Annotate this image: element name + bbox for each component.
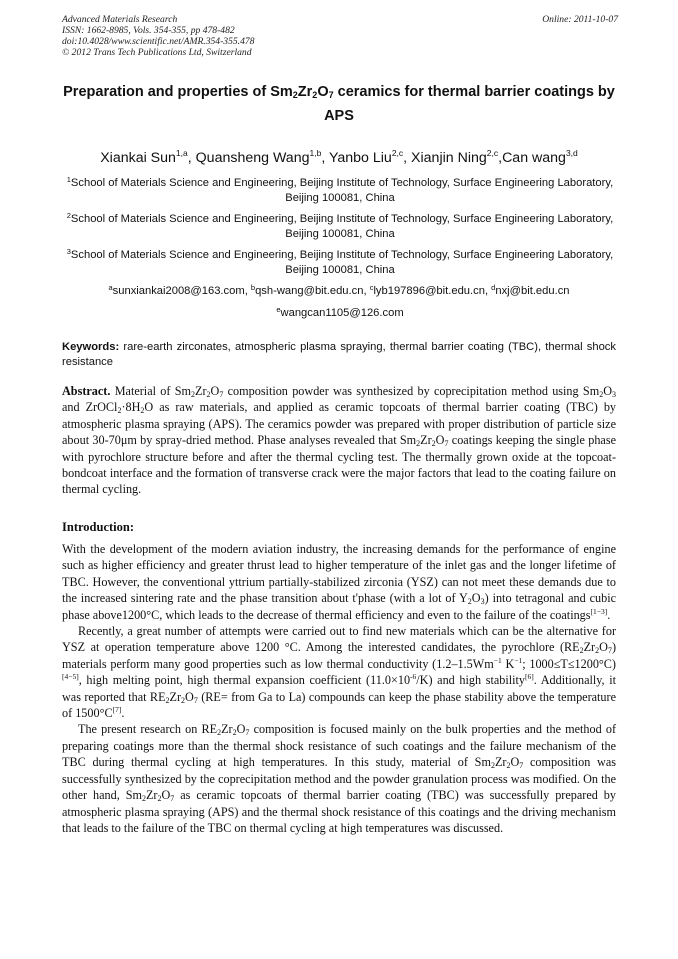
- author-name: Quansheng Wang: [195, 150, 310, 166]
- citation: [6]: [524, 672, 534, 682]
- citation: [7]: [112, 705, 122, 715]
- paper-title: Preparation and properties of $Sm_2Zr_2O_7$ ceramics for thermal barrier coatings by APS: [63, 84, 615, 124]
- email-line-2: $^e$wangcan1105@126.com: [276, 305, 404, 319]
- issn-line: ISSN: 1662-8985, Vols. 354-355, pp 478-482: [62, 25, 235, 36]
- keywords: [62, 340, 616, 370]
- citation: [1−3]: [590, 606, 608, 616]
- affiliation-3: $^3$School of Materials Science and Engineering, Beijing Institute of Technology, Surface Engineering Laboratory, Beijing 100081, China: [66, 247, 614, 276]
- introduction-heading: Introduction:: [62, 520, 135, 534]
- affiliation-1: $^1$School of Materials Science and Engineering, Beijing Institute of Technology, Surface Engineering Laboratory, Beijing 100081, China: [66, 175, 614, 204]
- abstract: Abstract. Material of $Sm_2Zr_2O_7$ composition powder was synthesized by coprecipitation method using $Sm_2O_3$ and $ZrOCl_2\cdot 8H_2O$ as raw materials, and applied as ceramic topcoats of thermal barrier coating (TBC) by atmospheric plasma spraying (APS). The ceramics powder was prepared with proper distribution of particle size about 30-70μm by spray-dried method. Phase analyses revealed that $Sm_2Zr_2O_7$ coatings keeping the single phase with pyrochlore structure before and after the thermal cycling test. The thermally grown oxide at the topcoat-bondcoat interface and the formation of transverse crack were the major factors that lead to the coating failure on thermal cycling.: [62, 384, 617, 497]
- paragraph-3: The present research on $RE_2Zr_2O_7$ composition is focused mainly on the bulk properties and the method of preparing coatings more than the thermal shock resistance of such coatings and the failure mechanism of the TBC during thermal cycling at high temperatures. In this study, material of $Sm_2Zr_2O_7$ composition was successfully synthesized by the coprecipitation method and the powder granulation process was modified. On the other hand, $Sm_2Zr_2O_7$ as ceramic topcoats of thermal barrier coating (TBC) was successfully prepared by atmospheric plasma spraying (APS) and the thermal shock resistance of this coatings and the driving mechanism that leads to the failure of the TBC on thermal cycling at high temperatures was discussed.: [62, 722, 617, 835]
- email-list: $^a$sunxiankai2008@163.com, $^b$qsh-wang@bit.edu.cn, $^c$lyb197896@bit.edu.cn, $^d$nxj@bit.edu.cn: [108, 283, 570, 297]
- author-name: Xiankai Sun: [100, 150, 176, 166]
- author-name: Can wang: [502, 150, 566, 166]
- affiliation-2: $^2$School of Materials Science and Engineering, Beijing Institute of Technology, Surface Engineering Laboratory, Beijing 100081, China: [66, 211, 614, 240]
- paragraph-2: Recently, a great number of attempts were carried out to find new materials which can be the alternative for YSZ at operation temperature above 1200 °C. Among the interested candidates, the pyrochlore $(RE_2Zr_2O_7)$ materials perform many good properties such as low thermal conductivity ($1.2-1.5Wm^{-1}$ $K^{-1}$; 1000≤T≤1200°C)[4−5], high melting point, high thermal expansion coefficient $(11.0\times 10^{-6}/K)$ and high stability[6]. Additionally, it was reported that $RE_2Zr_2O_7$ (RE= from Ga to La) compounds can keep the phase stability above the temperature of 1500°C[7].: [62, 624, 617, 721]
- introduction-body: [62, 541, 616, 836]
- journal-name: Advanced Materials Research: [62, 14, 178, 25]
- doi-line: doi:10.4028/www.scientific.net/AMR.354-355.478: [62, 36, 255, 47]
- copyright-line: © 2012 Trans Tech Publications Ltd, Switzerland: [62, 47, 252, 58]
- journal-header: [62, 14, 618, 58]
- author-list: Xiankai Sun$^{1,a}$, Quansheng Wang$^{1,b}$, Yanbo Liu$^{2,c}$, Xianjin Ning$^{2,c}$,Can wang$^{3,d}$: [100, 148, 578, 166]
- keywords-label: Keywords:: [62, 341, 120, 353]
- email-address: qsh-wang@bit.edu.cn: [255, 285, 364, 297]
- online-date: Online: 2011-10-07: [542, 14, 618, 25]
- email-address: wangcan1105@126.com: [280, 307, 404, 319]
- citation: [4−5]: [62, 672, 79, 682]
- paragraph-1: With the development of the modern aviation industry, the increasing demands for the performance of engine such as higher efficiency and greater thrust lead to higher temperature of the inlet gas and the longer lifetime of TBC. However, the conventional yttrium partially-stabilized zirconia (YSZ) can not meet these demands due to the increased sintering rate and the phase transition about t'phase (with a lot of $Y_2O_3$) into tetragonal and cubic phase above1200°C, which leads to the decrease of thermal efficiency and even to the failure of the coatings[1−3].: [62, 542, 616, 622]
- author-name: Xianjin Ning: [411, 150, 487, 166]
- author-name: Yanbo Liu: [328, 150, 392, 166]
- keywords-text: rare-earth zirconates, atmospheric plasma spraying, thermal barrier coating (TBC), thermal shock resistance: [62, 341, 616, 368]
- abstract-label: Abstract.: [62, 384, 111, 398]
- email-address: sunxiankai2008@163.com: [112, 285, 245, 297]
- email-address: nxj@bit.edu.cn: [495, 285, 570, 297]
- email-address: lyb197896@bit.edu.cn: [373, 285, 485, 297]
